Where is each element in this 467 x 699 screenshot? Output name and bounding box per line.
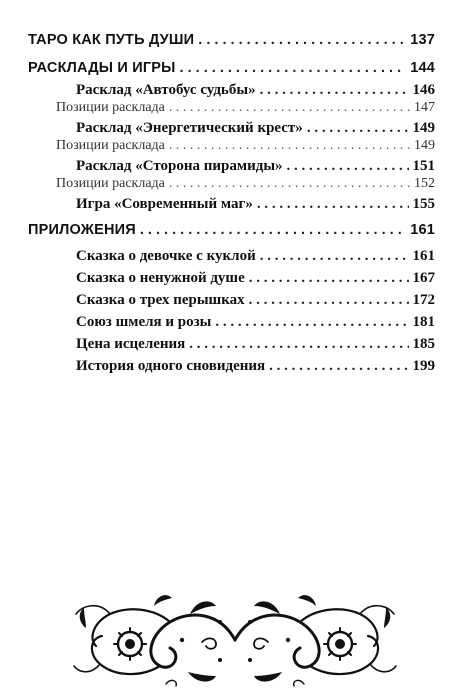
toc-leader-dots (260, 248, 409, 265)
toc-entry-subsection (76, 248, 435, 265)
toc-entry-page: 181 (412, 314, 435, 330)
toc-entry-title: Позиции расклада (56, 100, 165, 115)
toc-entry-position (56, 100, 435, 116)
toc-entry-title: Расклад «Сторона пирамиды» (76, 158, 283, 174)
toc-leader-dots (215, 314, 408, 331)
toc-entry-page: 149 (414, 138, 435, 153)
toc-leader-dots (180, 60, 407, 76)
toc-entry-page: 146 (412, 82, 435, 98)
toc-entry-subsection (76, 82, 435, 99)
toc-entry-title: РАСКЛАДЫ И ИГРЫ (28, 60, 176, 76)
toc-leader-dots (140, 222, 406, 238)
toc-leader-dots (249, 270, 409, 287)
toc-leader-dots (189, 336, 408, 353)
toc-entry-title: Сказка о ненужной душе (76, 270, 245, 286)
toc-entry-page: 144 (410, 60, 435, 76)
toc-entry-page: 161 (412, 248, 435, 264)
floral-vignette-icon (70, 592, 400, 692)
toc-entry-page: 199 (412, 358, 435, 374)
toc-entry-page: 149 (412, 120, 435, 136)
toc-entry-page: 137 (410, 32, 435, 48)
toc-entry-title: ПРИЛОЖЕНИЯ (28, 222, 136, 238)
toc-entry-title: Расклад «Энергетический крест» (76, 120, 303, 136)
toc-leader-dots (307, 120, 409, 137)
toc-entry-title: Игра «Современный маг» (76, 196, 253, 212)
toc-entry-page: 151 (412, 158, 435, 174)
toc-entry-title: Позиции расклада (56, 176, 165, 191)
toc-leader-dots (169, 100, 410, 116)
toc-entry-section (28, 60, 435, 76)
toc-entry-page: 185 (412, 336, 435, 352)
toc-entry-page: 172 (412, 292, 435, 308)
toc-entry-subsection (76, 292, 435, 309)
toc-leader-dots (269, 358, 408, 375)
toc-entry-subsection (76, 120, 435, 137)
toc-leader-dots (257, 196, 409, 213)
toc-leader-dots (249, 292, 409, 309)
toc-entry-title: История одного сновидения (76, 358, 266, 374)
toc-entry-page: 152 (414, 176, 435, 191)
toc-entry-position (56, 138, 435, 154)
toc-entry-title: Цена исцеления (76, 336, 186, 352)
toc-leader-dots (287, 158, 409, 175)
toc-leader-dots (198, 32, 406, 48)
toc-entry-title: Сказка о трех перышках (76, 292, 245, 308)
toc-entry-subsection (76, 270, 435, 287)
toc-entry-page: 167 (412, 270, 435, 286)
toc-entry-subsection (76, 314, 435, 331)
toc-leader-dots (260, 82, 409, 99)
toc-entry-page: 147 (414, 100, 435, 115)
toc-entry-title: Сказка о девочке с куклой (76, 248, 256, 264)
toc-entry-subsection (76, 336, 435, 353)
toc-entry-section (28, 32, 435, 48)
toc-entry-title: ТАРО КАК ПУТЬ ДУШИ (28, 32, 195, 48)
toc-entry-page: 161 (410, 222, 435, 238)
toc-entry-section (28, 222, 435, 238)
toc-entry-position (56, 176, 435, 192)
toc-entry-subsection (76, 196, 435, 213)
toc-entry-page: 155 (412, 196, 435, 212)
toc-entry-title: Позиции расклада (56, 138, 165, 153)
toc-entry-title: Расклад «Автобус судьбы» (76, 82, 256, 98)
toc-entry-subsection (76, 358, 435, 375)
toc-entry-title: Союз шмеля и розы (76, 314, 212, 330)
toc-leader-dots (169, 138, 410, 154)
toc-leader-dots (169, 176, 410, 192)
toc-entry-subsection (76, 158, 435, 175)
